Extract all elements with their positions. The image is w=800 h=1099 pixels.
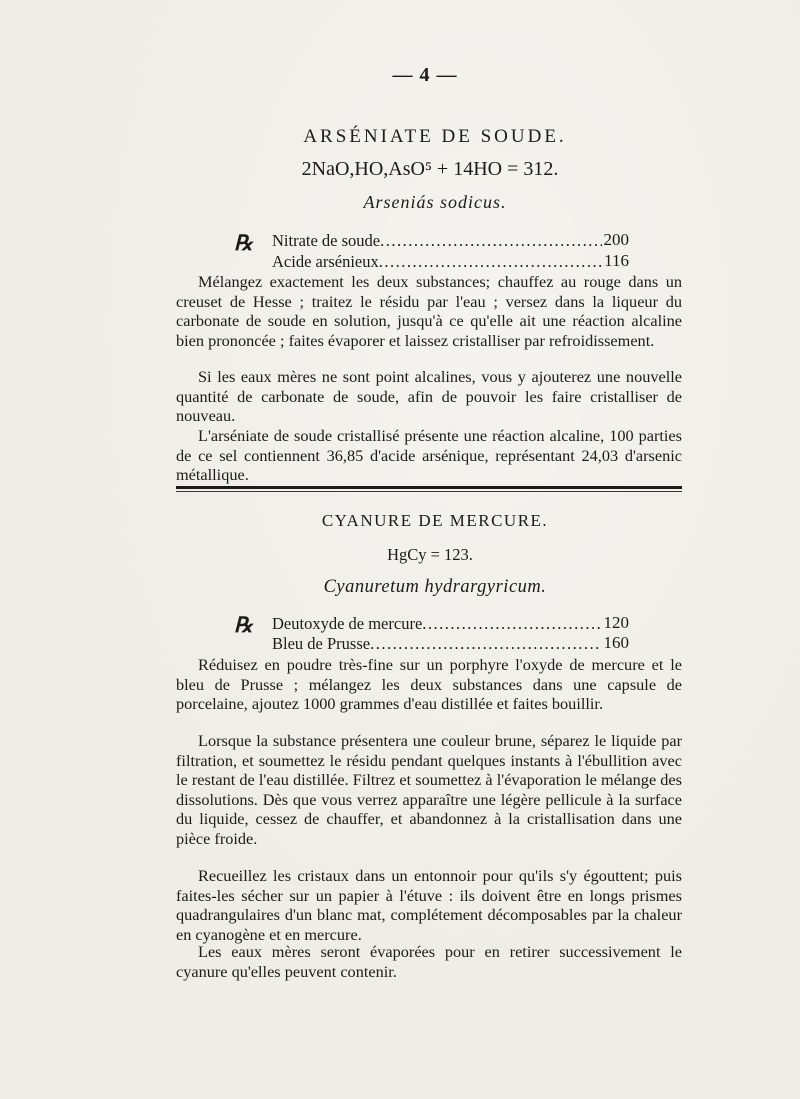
recipe-mark: ℞	[234, 230, 253, 255]
body-paragraph: Réduisez en poudre très-fine sur un porphyre l'oxyde de mercure et le bleu de Prusse ; mélangez les deux substances dans une capsule de porcelaine, ajoutez 1000 grammes d'eau distillée et faites bouillir.	[176, 655, 682, 714]
page-number: — 4 —	[392, 64, 458, 86]
leader-dots	[380, 231, 602, 251]
body-paragraph: Les eaux mères seront évaporées pour en retirer successivement le cyanure qu'elles peuvent contenir.	[176, 942, 682, 981]
ingredient-row	[272, 231, 602, 251]
ingredient-row	[272, 634, 602, 654]
latin-name: Cyanuretum hydrargyricum.	[323, 577, 547, 597]
ingredient-row	[272, 614, 602, 634]
chemical-formula: 2NaO,HO,AsO⁵ + 14HO = 312.	[301, 158, 559, 180]
ingredient-row	[272, 252, 602, 272]
latin-name: Arseniás sodicus.	[363, 192, 507, 212]
body-paragraph: Si les eaux mères ne sont point alcalines, vous y ajouterez une nouvelle quantité de carbonate de soude, afin de pouvoir les faire cristalliser de nouveau.	[176, 367, 682, 426]
ingredient-name: Deutoxyde de mercure	[272, 614, 423, 633]
section-divider-thin	[176, 491, 682, 492]
leader-dots	[422, 614, 602, 634]
leader-dots	[379, 252, 602, 272]
ingredient-name: Nitrate de soude	[272, 231, 381, 250]
recipe-mark: ℞	[234, 612, 253, 637]
ingredient-quantity: 160	[603, 633, 629, 652]
ingredient-quantity: 200	[603, 230, 629, 249]
ingredient-quantity: 116	[604, 251, 629, 270]
body-paragraph: Lorsque la substance présentera une couleur brune, séparez le liquide par filtration, et soumettez le résidu pendant quelques instants à l'ébullition avec le restant de l'eau distillée. Filtrez et soumettez à l'évaporation le mélange des dissolutions. Dès que vous verrez apparaître une légère pellicule à la surface du liquide, cessez de chauffer, et abandonnez à la cristallisation dans une pièce froide.	[176, 731, 682, 848]
chemical-formula: HgCy = 123.	[387, 545, 473, 564]
ingredient-name: Acide arsénieux	[272, 252, 379, 271]
ingredient-quantity: 120	[603, 613, 629, 632]
section-divider	[176, 486, 682, 489]
leader-dots	[370, 634, 602, 654]
ingredient-name: Bleu de Prusse	[272, 634, 371, 653]
body-paragraph: Recueillez les cristaux dans un entonnoir pour qu'ils s'y égouttent; puis faites-les sécher sur un papier à l'étuve : ils doivent être en longs prismes quadrangulaires d'un blanc mat, complétement décomposables par la chaleur en cyanogène et en mercure.	[176, 866, 682, 944]
section-title: ARSÉNIATE DE SOUDE.	[303, 126, 567, 147]
body-paragraph: L'arséniate de soude cristallisé présente une réaction alcaline, 100 parties de ce sel contiennent 36,85 d'acide arsénique, représentant 24,03 d'arsenic métallique.	[176, 426, 682, 485]
section-title: CYANURE DE MERCURE.	[321, 511, 549, 530]
body-paragraph: Mélangez exactement les deux substances; chauffez au rouge dans un creuset de Hesse ; traitez le résidu par l'eau ; versez dans la liqueur du carbonate de soude en solution, jusqu'à ce qu'elle ait une réaction alcaline bien prononcée ; faites évaporer et laissez cristalliser par refroidissement.	[176, 272, 682, 350]
